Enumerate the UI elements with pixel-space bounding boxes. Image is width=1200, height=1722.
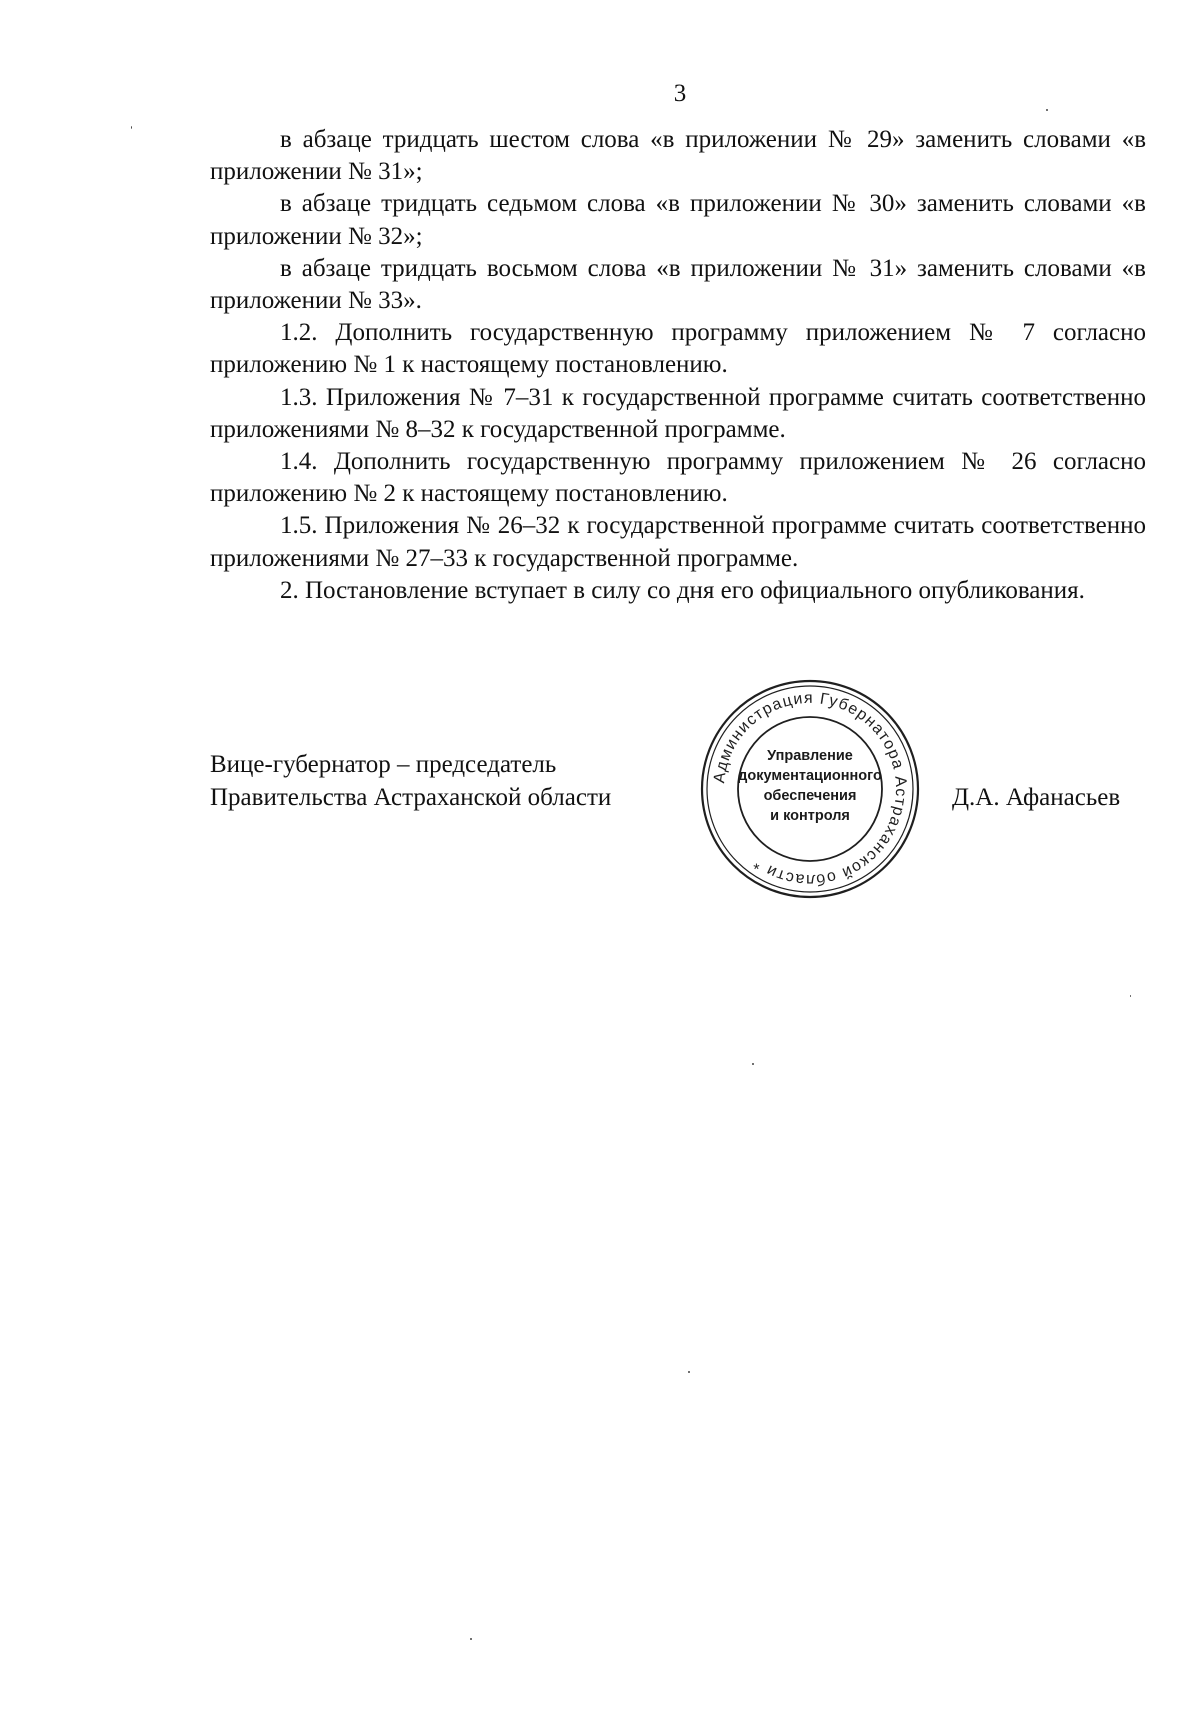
signer-name: Д.А. Афанасьев — [952, 784, 1121, 811]
stamp-center-line: и контроля — [770, 808, 850, 824]
paragraph: 1.4. Дополнить государственную программу приложением № 26 согласно приложению № 2 к настоящему постановлению. — [210, 448, 1146, 508]
stamp-center-text — [697, 746, 923, 826]
document-body — [210, 124, 1146, 607]
stamp-ring-text: Администрация Губернатора Астраханской области * — [711, 689, 910, 889]
signatory-position — [210, 748, 611, 814]
scan-speck — [131, 126, 132, 129]
paragraph: 1.2. Дополнить государственную программу приложением № 7 согласно приложению № 1 к настоящему постановлению. — [210, 319, 1146, 379]
stamp-center-line: Управление — [767, 748, 853, 764]
scan-speck — [688, 1371, 690, 1373]
paragraph: 1.3. Приложения № 7–31 к государственной программе считать соответственно приложениями № 8–32 к государственной программе. — [210, 383, 1146, 443]
paragraph: в абзаце тридцать шестом слова «в приложении № 29» заменить словами «в приложении № 31»; — [210, 126, 1146, 186]
scan-speck — [752, 1063, 754, 1065]
signatory-position-line: Вице-губернатор – председатель — [210, 751, 557, 778]
signatory-position-line: Правительства Астраханской области — [210, 784, 612, 811]
scan-speck — [1130, 995, 1131, 997]
stamp-center-line: обеспечения — [763, 788, 857, 804]
scan-speck — [470, 1638, 472, 1640]
paragraph: 1.5. Приложения № 26–32 к государственной программе считать соответственно приложениями № 27–33 к государственной программе. — [210, 512, 1146, 572]
stamp-center-line: документационного — [738, 768, 882, 784]
paragraph: в абзаце тридцать восьмом слова «в приложении № 31» заменить словами «в приложении № 33». — [210, 254, 1146, 315]
paragraph: 2. Постановление вступает в силу со дня его официального опубликования. — [280, 576, 1085, 604]
official-stamp — [697, 676, 923, 902]
paragraph: в абзаце тридцать седьмом слова «в приложении № 30» заменить словами «в приложении № 32»; — [210, 190, 1146, 250]
scan-speck — [1046, 109, 1048, 111]
page-number: 3 — [673, 80, 687, 107]
